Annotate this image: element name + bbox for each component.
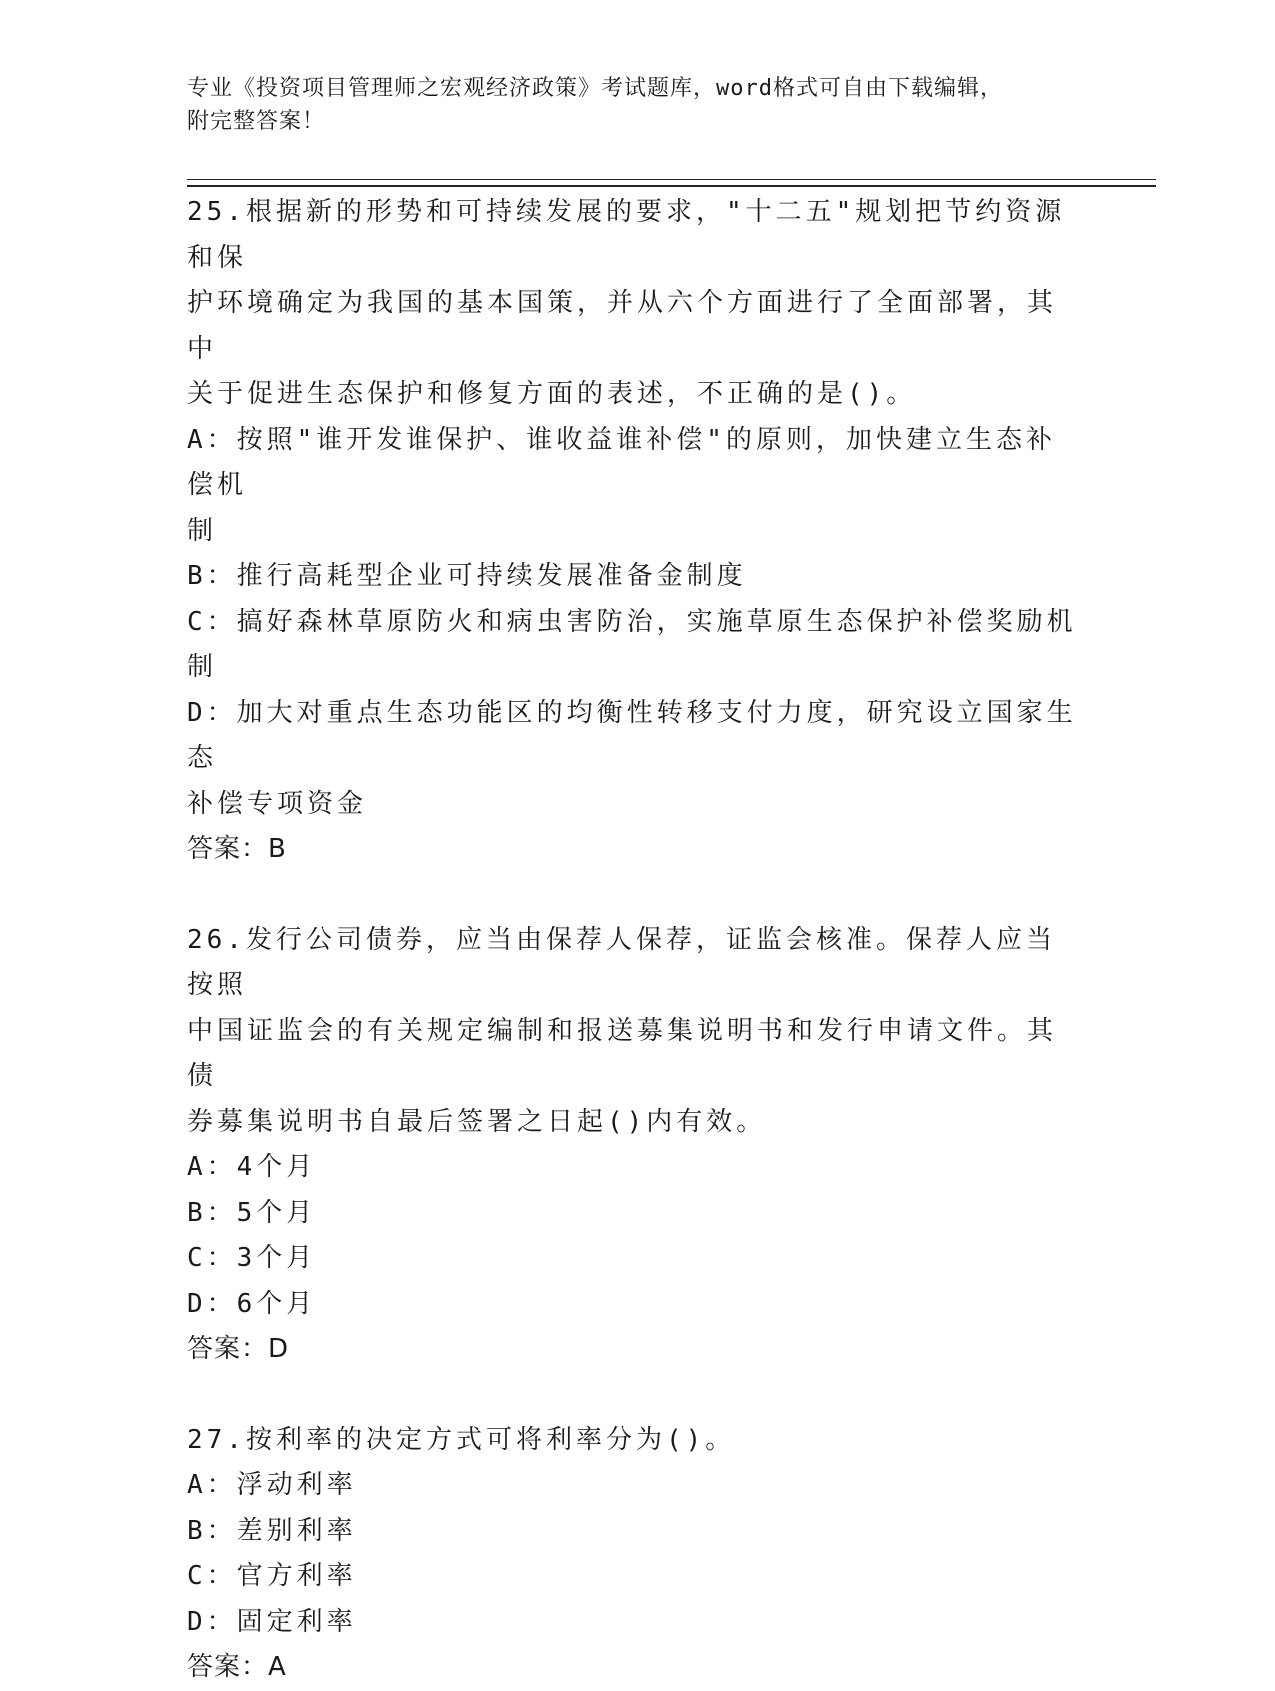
question-stem-line: 护环境确定为我国的基本国策，并从六个方面进行了全面部署，其中 <box>187 288 1058 364</box>
question-25 <box>187 190 1077 873</box>
option-d: D：固定利率 <box>187 1606 357 1637</box>
option-c: C：3个月 <box>187 1243 317 1273</box>
question-stem-line: 25.根据新的形势和可持续发展的要求，"十二五"规划把节约资源和保 <box>187 197 1066 273</box>
question-stem-line: 中国证监会的有关规定编制和报送募集说明书和发行申请文件。其债 <box>187 1015 1058 1091</box>
answer-value: B <box>268 834 287 864</box>
option-c: C：官方利率 <box>187 1561 357 1591</box>
option-d-continued: 补偿专项资金 <box>187 788 368 819</box>
option-b: B：差别利率 <box>187 1515 357 1546</box>
option-b: B：5个月 <box>187 1197 317 1228</box>
option-b: B：推行高耗型企业可持续发展准备金制度 <box>187 561 747 591</box>
document-header <box>187 72 1087 138</box>
answer-line <box>187 827 1077 873</box>
question-stem-line: 券募集说明书自最后签署之日起()内有效。 <box>187 1106 767 1137</box>
answer-line <box>187 1645 1077 1691</box>
header-line-1: 专业《投资项目管理师之宏观经济政策》考试题库，word格式可自由下载编辑， <box>187 76 1003 101</box>
header-divider-thick <box>187 185 1156 187</box>
question-stem-line: 关于促进生态保护和修复方面的表述，不正确的是()。 <box>187 379 917 409</box>
question-26 <box>187 918 1077 1373</box>
answer-label: 答案： <box>187 834 269 864</box>
answer-value: A <box>268 1652 287 1682</box>
question-spacer <box>187 873 1077 918</box>
question-list <box>187 190 1077 1691</box>
question-stem-line: 26.发行公司债券，应当由保荐人保荐，证监会核准。保荐人应当按照 <box>187 924 1056 1000</box>
option-c: C：搞好森林草原防火和病虫害防治，实施草原生态保护补偿奖励机制 <box>187 606 1077 682</box>
option-d: D：加大对重点生态功能区的均衡性转移支付力度，研究设立国家生态 <box>187 697 1077 773</box>
answer-line <box>187 1327 1077 1373</box>
option-d: D：6个月 <box>187 1288 317 1319</box>
option-a: A：浮动利率 <box>187 1470 357 1500</box>
answer-label: 答案： <box>187 1652 269 1682</box>
option-a-continued: 制 <box>187 515 218 546</box>
answer-value: D <box>268 1334 290 1364</box>
option-a: A：4个月 <box>187 1152 317 1182</box>
question-stem-line: 27.按利率的决定方式可将利率分为()。 <box>187 1424 736 1455</box>
question-spacer <box>187 1373 1077 1418</box>
header-line-2: 附完整答案！ <box>187 109 326 134</box>
answer-label: 答案： <box>187 1334 269 1364</box>
option-a: A：按照"谁开发谁保护、谁收益谁补偿"的原则，加快建立生态补偿机 <box>187 424 1056 500</box>
header-divider-thin <box>187 179 1156 180</box>
